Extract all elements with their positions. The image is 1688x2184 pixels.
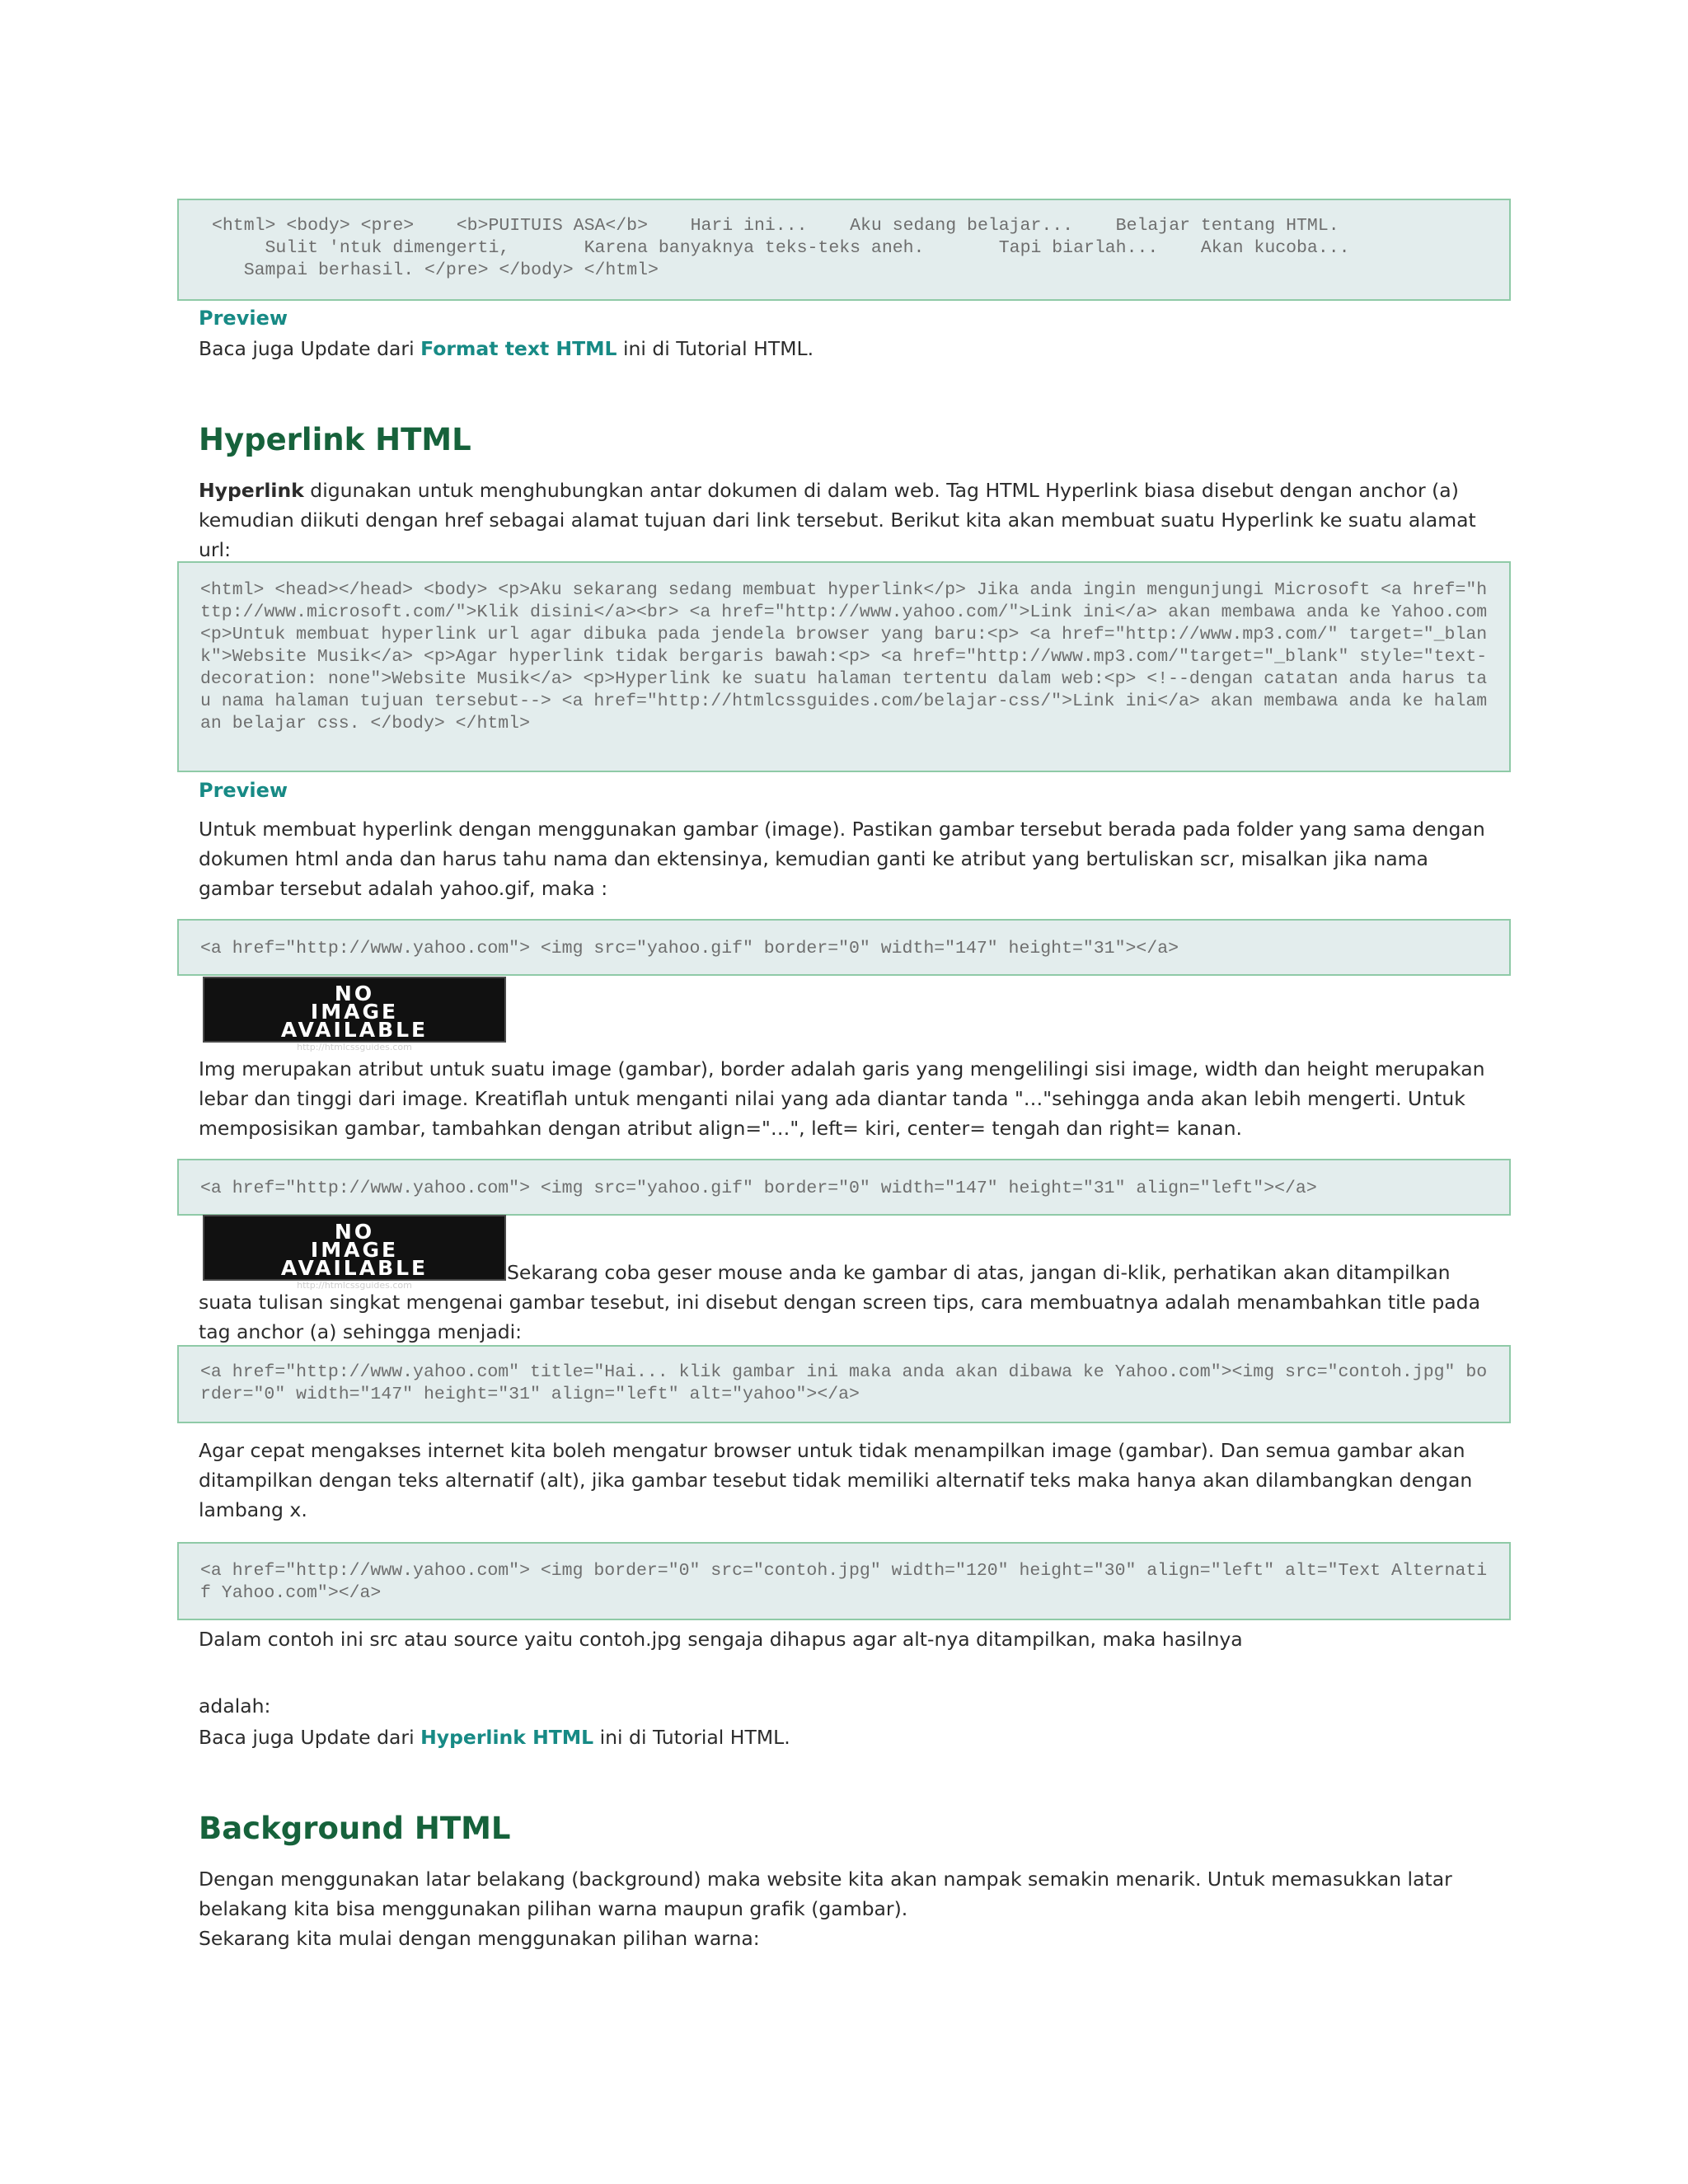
alt-example-paragraph: Dalam contoh ini src atau source yaitu contoh.jpg sengaja dihapus agar alt-nya ditampilkan, maka hasilnya (199, 1628, 1243, 1651)
format-text-html-link[interactable]: Format text HTML (420, 337, 617, 360)
code-block-image-align: <a href="http://www.yahoo.com"> <img src="yahoo.gif" border="0" width="147" height="31" align="left"></a> (177, 1159, 1511, 1216)
no-image-text-image: IMAGE (310, 1238, 399, 1262)
no-image-text-available: AVAILABLE (280, 1018, 429, 1042)
code-block-image-link: <a href="http://www.yahoo.com"> <img src="yahoo.gif" border="0" width="147" height="31"></a> (177, 919, 1511, 976)
code-block-alt-attribute: <a href="http://www.yahoo.com"> <img border="0" src="contoh.jpg" width="120" height="30" align="left" alt="Text Alternatif Yahoo.com"></a> (177, 1542, 1511, 1620)
no-image-text-no: NO (334, 1220, 375, 1244)
read-also-prefix: Baca juga Update dari (199, 1726, 421, 1749)
hyperlink-bold-term: Hyperlink (199, 479, 304, 502)
code-block-title-attribute: <a href="http://www.yahoo.com" title="Hai... klik gambar ini maka anda akan dibawa ke Yahoo.com"><img src="contoh.jpg" border="0" width="147" height="31" align="left" alt="yahoo"></a> (177, 1345, 1511, 1423)
read-also-suffix: ini di Tutorial HTML. (593, 1726, 790, 1749)
code-block-hyperlink-example: <html> <head></head> <body> <p>Aku sekarang sedang membuat hyperlink</p> Jika anda ingin mengunjungi Microsoft <a href="http://www.microsoft.com/">Klik disini</a><br> <a href="http://www.yahoo.com/">Link ini</a> akan membawa anda ke Yahoo.com <p>Untuk membuat hyperlink url agar dibuka pada jendela browser yang baru:<p> <a href="http://www.mp3.com/" target="_blank">Website Musik</a> <p>Agar hyperlink tidak bergaris bawah:<p> <a href="http://www.mp3.com/"target="_blank" style="text-decoration: none">Website Musik</a> <p>Hyperlink ke suatu halaman tertentu dalam web:<p> <!--dengan catatan anda harus tau nama halaman tujuan tersebut--> <a href="http://htmlcssguides.com/belajar-css/">Link ini</a> akan membawa anda ke halaman belajar css. </body> </html> (177, 561, 1511, 772)
preview-link-hyperlink[interactable]: Preview (199, 779, 288, 802)
no-image-text-available: AVAILABLE (280, 1256, 429, 1280)
read-also-prefix: Baca juga Update dari (199, 337, 421, 360)
screen-tips-paragraph: Sekarang coba geser mouse anda ke gambar di atas, jangan di-klik, perhatikan akan ditampilkan suata tulisan singkat mengenai gambar tesebut, ini disebut dengan screen tips, cara membuatnya adalah menambahkan title pada tag anchor (a) sehingga menjadi: (199, 1261, 1480, 1343)
image-hyperlink-paragraph: Untuk membuat hyperlink dengan menggunakan gambar (image). Pastikan gambar tersebut berada pada folder yang sama dengan dokumen html anda dan harus tahu nama dan ektensinya, kemudian ganti ke atribut yang bertuliskan scr, misalkan jika nama gambar tersebut adalah yahoo.gif, maka : (199, 818, 1485, 900)
hyperlink-html-link[interactable]: Hyperlink HTML (420, 1726, 594, 1749)
no-image-text-no: NO (334, 982, 375, 1005)
no-image-available-placeholder[interactable] (203, 977, 506, 1052)
preview-link[interactable]: Preview (199, 307, 288, 330)
no-image-url: http://htmlcssguides.com (297, 1280, 412, 1291)
hyperlink-intro-paragraph (199, 476, 1509, 565)
background-color-paragraph: Sekarang kita mulai dengan menggunakan pilihan warna: (199, 1927, 760, 1950)
read-also-format-text (199, 334, 1509, 363)
read-also-hyperlink (199, 1722, 1509, 1752)
img-attributes-paragraph: Img merupakan atribut untuk suatu image (gambar), border adalah garis yang mengelilingi sisi image, width dan height merupakan lebar dan tinggi dari image. Kreatiflah untuk menganti nilai yang ada diantar tanda "…"sehingga anda akan lebih mengerti. Untuk memposisikan gambar, tambahkan dengan atribut align="…", left= kiri, center= tengah dan right= kanan. (199, 1057, 1485, 1140)
section-heading-hyperlink: Hyperlink HTML (199, 422, 471, 457)
no-image-url: http://htmlcssguides.com (297, 1042, 412, 1052)
read-also-suffix: ini di Tutorial HTML. (617, 337, 814, 360)
section-heading-background: Background HTML (199, 1811, 511, 1846)
adalah-text: adalah: (199, 1694, 271, 1718)
code-block-pre-example: <html> <body> <pre> <b>PUITUIS ASA</b> Hari ini... Aku sedang belajar... Belajar tentang HTML. Sulit 'ntuk dimengerti, Karena banyaknya teks-teks aneh. Tapi biarlah... Akan kucoba... Sampai berhasil. </pre> </body> </html> (177, 199, 1511, 301)
alt-text-paragraph: Agar cepat mengakses internet kita boleh mengatur browser untuk tidak menampilkan image (gambar). Dan semua gambar akan ditampilkan dengan teks alternatif (alt), jika gambar tesebut tidak memiliki alternatif teks maka hanya akan dilambangkan dengan lambang x. (199, 1439, 1473, 1521)
no-image-text-image: IMAGE (310, 1000, 399, 1024)
background-intro-paragraph: Dengan menggunakan latar belakang (background) maka website kita akan nampak semakin menarik. Untuk memasukkan latar belakang kita bisa menggunakan pilihan warna maupun grafik (gambar). (199, 1868, 1452, 1920)
hyperlink-intro-text: digunakan untuk menghubungkan antar dokumen di dalam web. Tag HTML Hyperlink biasa disebut dengan anchor (a) kemudian diikuti dengan href sebagai alamat tujuan dari link tersebut. Berikut kita akan membuat suatu Hyperlink ke suatu alamat url: (199, 479, 1476, 561)
